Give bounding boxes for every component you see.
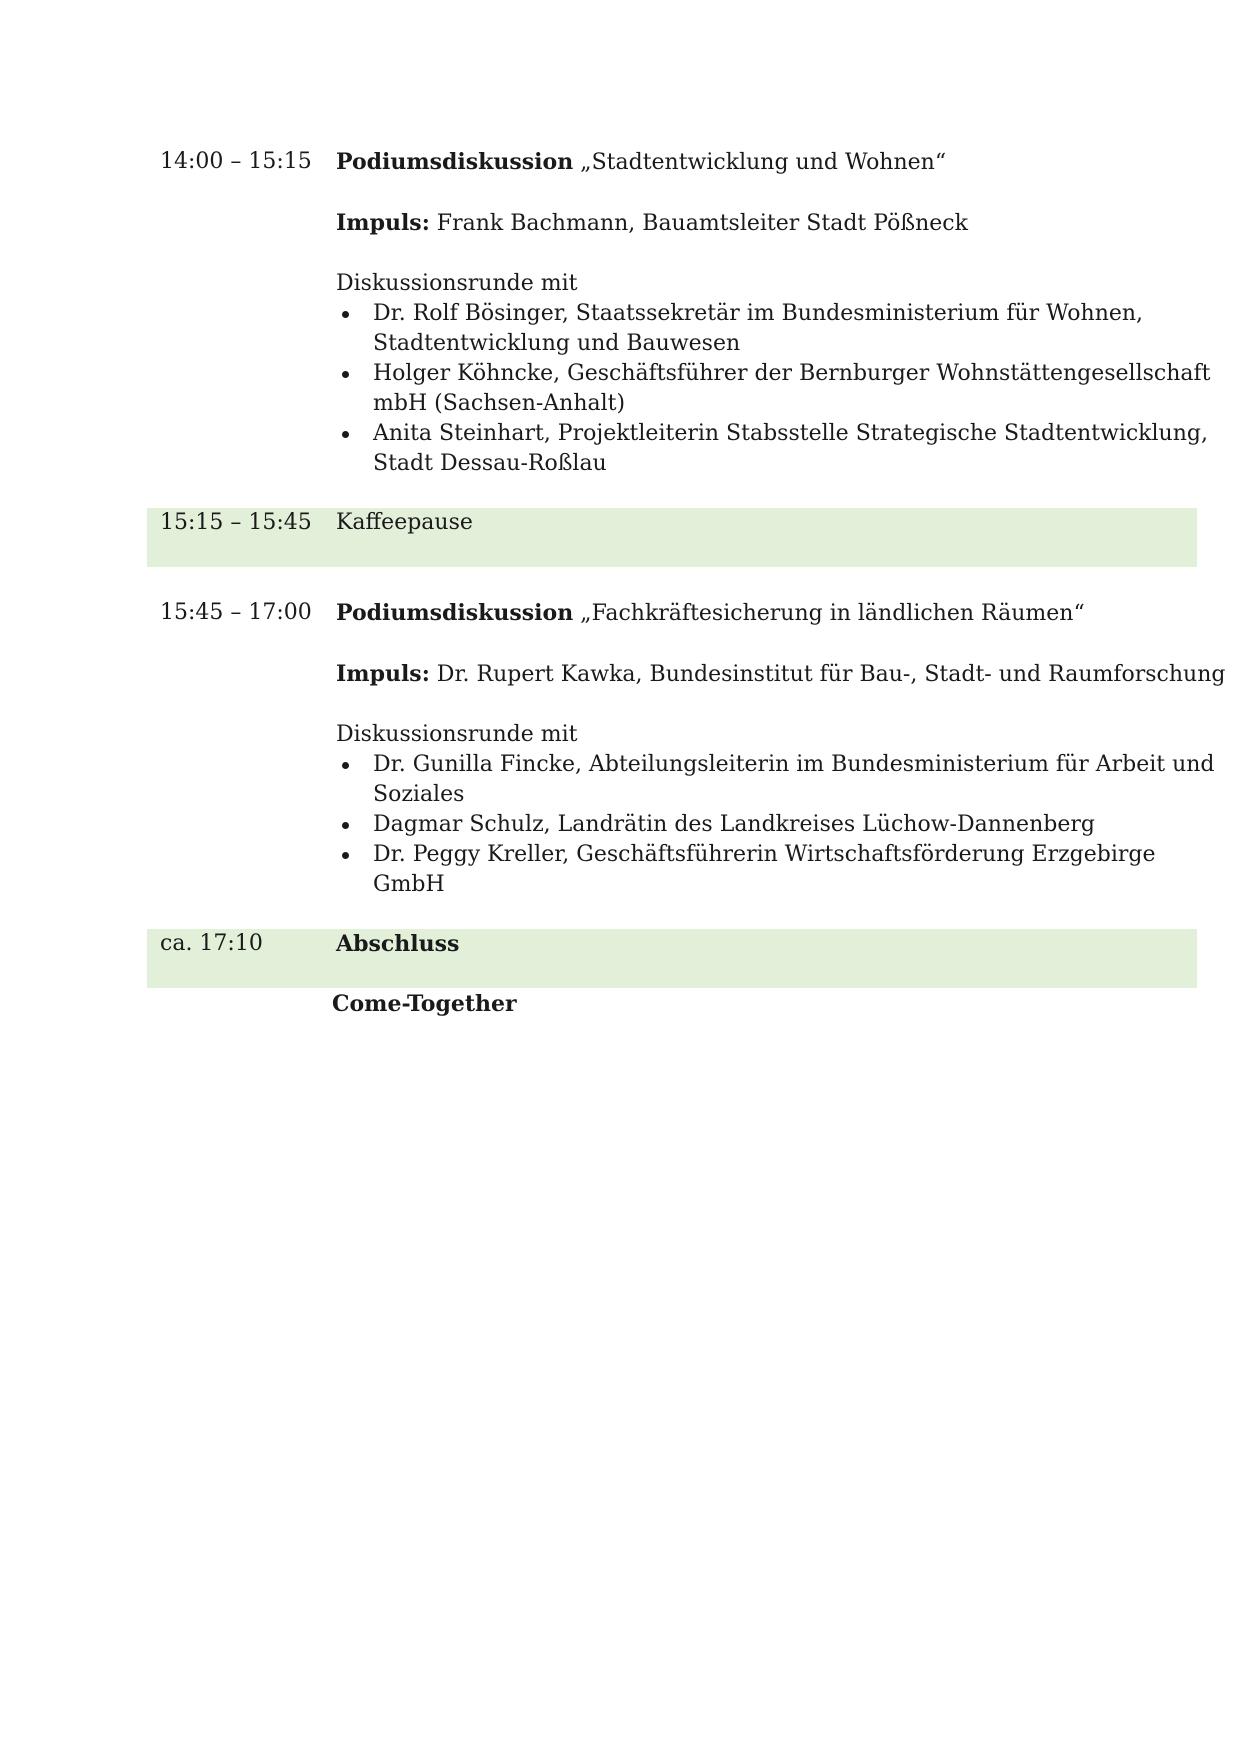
closing-label: Abschluss <box>336 931 460 957</box>
panelist-line: Dagmar Schulz, Landrätin des Landkreises Lüchow-Dannenberg <box>373 812 1095 837</box>
panelist-line: Stadt Dessau-Roßlau <box>373 451 607 476</box>
list-item <box>336 840 1196 900</box>
panelist-line: Anita Steinhart, Projektleiterin Stabsstelle Strategische Stadtentwicklung, <box>373 421 1208 446</box>
panel-intro: Diskussionsrunde mit <box>336 722 578 747</box>
panelist-list <box>336 299 1211 479</box>
time-slot: 15:45 – 17:00 <box>160 600 312 625</box>
session-content <box>336 598 1226 900</box>
panelist-line: Soziales <box>373 782 465 807</box>
session-title-topic: „Fachkräftesicherung in ländlichen Räumen“ <box>573 601 1085 626</box>
impuls-line <box>336 208 1196 239</box>
session-content <box>336 147 1211 479</box>
come-together-label: Come-Together <box>332 991 517 1017</box>
panelist-list <box>336 750 1215 900</box>
session-title-bold: Podiumsdiskussion <box>336 600 574 626</box>
session-title <box>336 147 1196 178</box>
panelist-line: GmbH <box>373 872 445 897</box>
impuls-text: Frank Bachmann, Bauamtsleiter Stadt Pößneck <box>429 211 968 236</box>
impuls-line <box>336 659 1226 690</box>
impuls-label: Impuls: <box>336 661 430 687</box>
time-slot: 14:00 – 15:15 <box>160 149 312 174</box>
agenda-row-break <box>147 508 1197 567</box>
panelist-line: Dr. Rolf Bösinger, Staatssekretär im Bundesministerium für Wohnen, <box>373 301 1144 326</box>
panelist-line: Holger Köhncke, Geschäftsführer der Bernburger Wohnstättengesellschaft <box>373 361 1211 386</box>
panelist-line: Stadtentwicklung und Bauwesen <box>373 331 741 356</box>
list-item <box>336 359 1211 419</box>
impuls-label: Impuls: <box>336 210 430 236</box>
panelist-line: mbH (Sachsen-Anhalt) <box>373 391 626 416</box>
list-item <box>336 810 1196 840</box>
list-item <box>336 299 1196 359</box>
panelist-line: Dr. Gunilla Fincke, Abteilungsleiterin im Bundesministerium für Arbeit und <box>373 752 1215 777</box>
agenda-row-closing <box>147 929 1197 988</box>
list-item <box>336 419 1208 479</box>
break-label: Kaffeepause <box>336 510 473 535</box>
impuls-text: Dr. Rupert Kawka, Bundesinstitut für Bau-, Stadt- und Raumforschung <box>429 662 1226 687</box>
panel-intro: Diskussionsrunde mit <box>336 271 578 296</box>
session-title-bold: Podiumsdiskussion <box>336 149 574 175</box>
panelist-line: Dr. Peggy Kreller, Geschäftsführerin Wirtschaftsförderung Erzgebirge <box>373 842 1156 867</box>
session-title <box>336 598 1196 629</box>
time-slot: ca. 17:10 <box>160 931 263 956</box>
time-slot: 15:15 – 15:45 <box>160 510 312 535</box>
list-item <box>336 750 1215 810</box>
session-title-topic: „Stadtentwicklung und Wohnen“ <box>573 150 947 175</box>
